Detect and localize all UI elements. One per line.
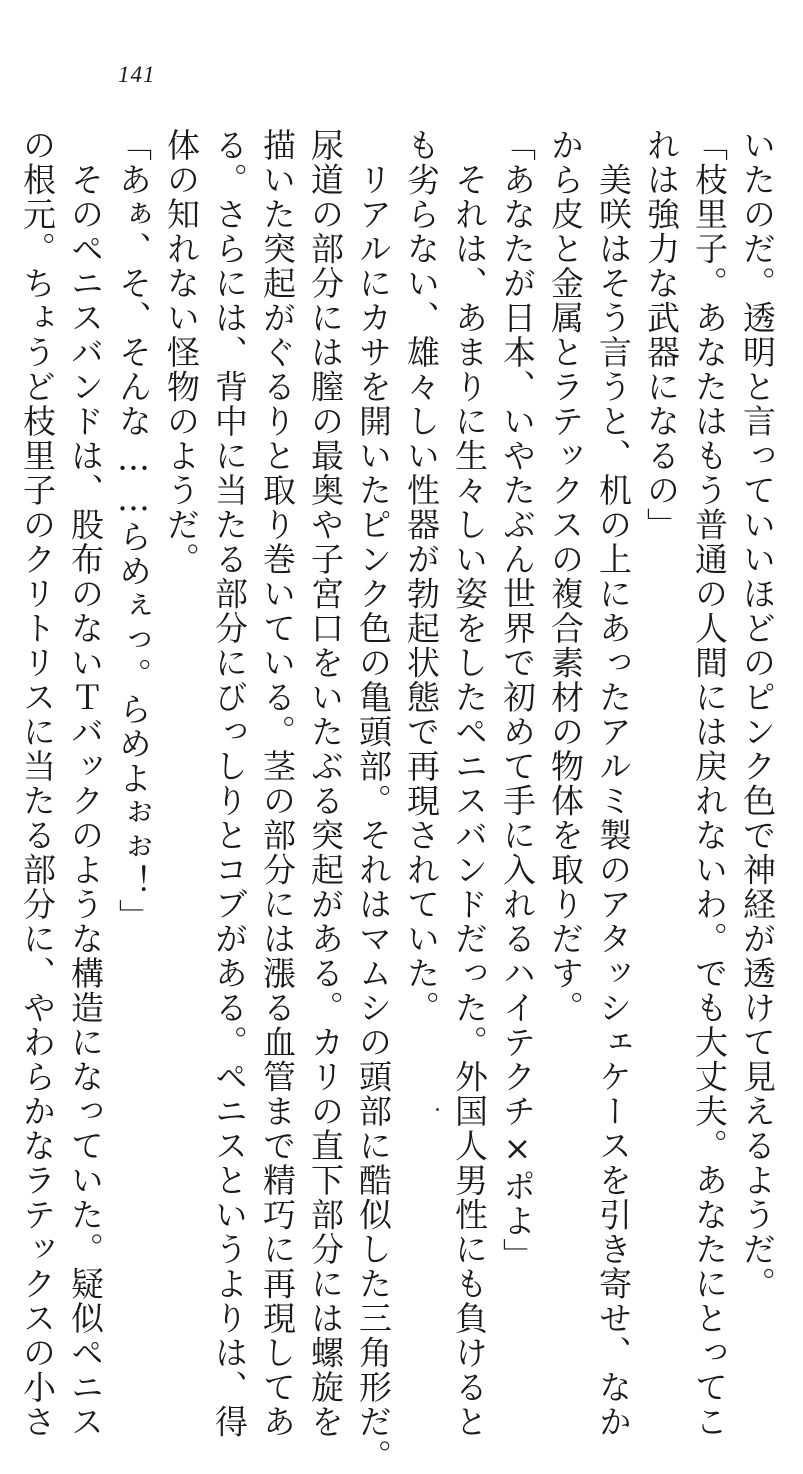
text-line: の根元。ちょうど枝里子のクリトリスに当たる部分に、やわらかなラテックスの小さ bbox=[18, 128, 57, 1439]
text-line: る。さらには、背中に当たる部分にびっしりとコブがある。ペニスというよりは、得 bbox=[210, 128, 249, 1439]
body-text bbox=[13, 128, 781, 1474]
text-line: から皮と金属とラテックスの複合素材の物体を取りだす。 bbox=[546, 128, 585, 1025]
text-line: そのペニスバンドは、股布のないＴバックのような構造になっていた。疑似ペニス bbox=[66, 128, 105, 1439]
text-line: 描いた突起がぐるりと取り巻いている。茎の部分には漲る血管まで精巧に再現してあ bbox=[258, 128, 297, 1439]
text-line: リアルにカサを開いたピンク色の亀頭部。それはマムシの頭部に酷似した三角形だ。 bbox=[354, 128, 393, 1474]
text-line: 美咲はそう言うと、机の上にあったアルミ製のアタッシェケースを引き寄せ、なか bbox=[594, 128, 633, 1439]
text-line: いたのだ。透明と言っていいほどのピンク色で神経が透けて見えるようだ。 bbox=[738, 128, 777, 1301]
text-line: 「あなたが日本、いやたぶん世界で初めて手に入れるハイテクチ×ポよ」 bbox=[498, 128, 537, 1273]
scan-speck bbox=[436, 1108, 439, 1111]
text-line: 体の知れない怪物のようだ。 bbox=[162, 128, 201, 577]
text-line: それは、あまりに生々しい姿をしたペニスバンドだった。外国人男性にも負けると bbox=[450, 128, 489, 1439]
text-line: 「あぁ、そ、そんな……らめぇっ。らめよぉぉ！」 bbox=[114, 128, 153, 934]
text-line: 尿道の部分には膣の最奥や子宮口をいたぶる突起がある。カリの直下部分には螺旋を bbox=[306, 128, 345, 1439]
text-line: 「枝里子。あなたはもう普通の人間には戻れないわ。でも大丈夫。あなたにとってこ bbox=[690, 128, 729, 1439]
text-line: れは強力な武器になるの」 bbox=[642, 128, 681, 542]
page-number: 141 bbox=[118, 62, 156, 87]
text-line: も劣らない、雄々しい性器が勃起状態で再現されていた。 bbox=[402, 128, 441, 1025]
